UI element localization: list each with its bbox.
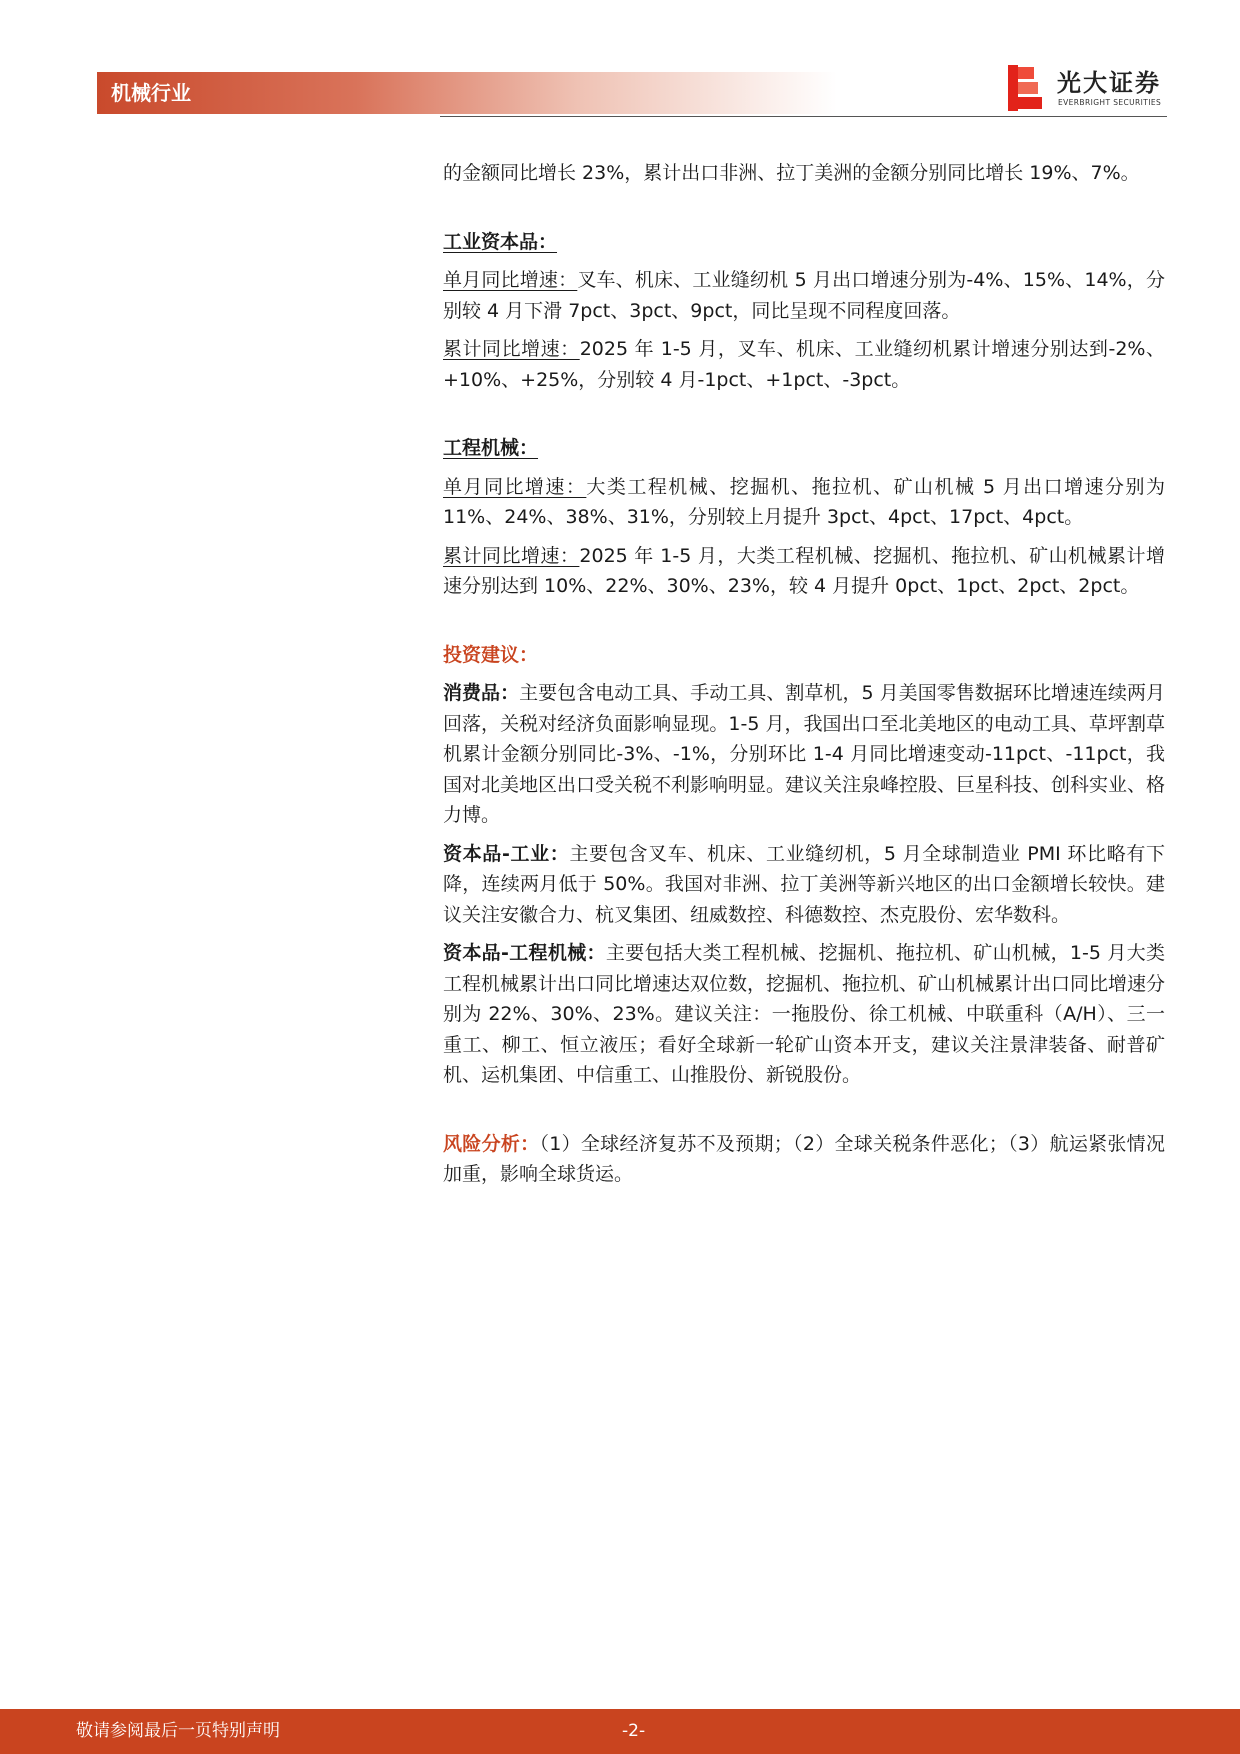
capital-industry-label: 资本品-工业： bbox=[443, 842, 570, 865]
page-number: -2- bbox=[622, 1721, 646, 1741]
industrial-cumulative-label: 累计同比增速： bbox=[443, 338, 580, 360]
header-band bbox=[97, 72, 837, 114]
consumer-text: 主要包含电动工具、手动工具、割草机，5 月美国零售数据环比增速连续两月回落，关税对经济负面影响显现。1-5 月，我国出口至北美地区的电动工具、草坪割草机累计金额分别同比-3%、-1%，分别环比 1-4 月同比增速变动-11pct、-11pct，我国对北美地区出口受关税不利影响明显。建议关注泉峰控股、巨星科技、创科实业、格力博。 bbox=[443, 682, 1166, 826]
industrial-cumulative-text: 2025 年 1-5 月，叉车、机床、工业缝纫机累计增速分别达到-2%、+10%、+25%，分别较 4 月-1pct、+1pct、-3pct。 bbox=[443, 338, 1165, 391]
engineering-cumulative-paragraph bbox=[443, 541, 1165, 602]
logo-text-cn: 光大证券 bbox=[1057, 69, 1161, 97]
investment-heading-text: 投资建议： bbox=[443, 643, 539, 666]
industrial-monthly-text: 叉车、机床、工业缝纫机 5 月出口增速分别为-4%、15%、14%，分别较 4 月下滑 7pct、3pct、9pct，同比呈现不同程度回落。 bbox=[443, 269, 1165, 322]
consumer-label: 消费品： bbox=[443, 682, 520, 704]
capital-machinery-text: 主要包括大类工程机械、挖掘机、拖拉机、矿山机械，1-5 月大类工程机械累计出口同比增速达双位数，挖掘机、拖拉机、矿山机械累计出口同比增速分别为 22%、30%、23%。建议关注：一拖股份、徐工机械、中联重科（A/H）、三一重工、柳工、恒立液压；看好全球新一轮矿山资本开支，建议关注景津装备、耐普矿机、运机集团、中信重工、山推股份、新锐股份。 bbox=[443, 942, 1166, 1086]
engineering-cumulative-text: 2025 年 1-5 月，大类工程机械、挖掘机、拖拉机、矿山机械累计增速分别达到 10%、22%、30%、23%，较 4 月提升 0pct、1pct、2pct、2pct。 bbox=[443, 544, 1165, 597]
section-title: 机械行业 bbox=[111, 81, 191, 105]
footer-disclaimer: 敬请参阅最后一页特别声明 bbox=[76, 1721, 280, 1741]
risk-label: 风险分析： bbox=[443, 1132, 540, 1155]
investment-heading bbox=[443, 640, 1165, 671]
capital-machinery-label: 资本品-工程机械： bbox=[443, 942, 606, 964]
everbright-logo-icon bbox=[1008, 65, 1042, 111]
industrial-monthly-label: 单月同比增速： bbox=[443, 269, 578, 291]
intro-paragraph: 的金额同比增长 23%，累计出口非洲、拉丁美洲的金额分别同比增长 19%、7%。 bbox=[443, 162, 1140, 184]
consumer-paragraph bbox=[443, 678, 1165, 831]
industrial-cumulative-paragraph bbox=[443, 334, 1165, 395]
risk-paragraph bbox=[443, 1129, 1165, 1190]
industrial-monthly-paragraph bbox=[443, 265, 1165, 326]
capital-industry-text: 主要包含叉车、机床、工业缝纫机，5 月全球制造业 PMI 环比略有下降，连续两月低于 50%。我国对非洲、拉丁美洲等新兴地区的出口金额增长较快。建议关注安徽合力、杭叉集团、纽威数控、科德数控、杰克股份、宏华数科。 bbox=[443, 842, 1165, 926]
engineering-monthly-label: 单月同比增速： bbox=[443, 475, 587, 498]
industrial-heading bbox=[443, 227, 1165, 258]
engineering-monthly-text: 大类工程机械、挖掘机、拖拉机、矿山机械 5 月出口增速分别为11%、24%、38%、31%，分别较上月提升 3pct、4pct、17pct、4pct。 bbox=[443, 475, 1165, 528]
logo-text-en: EVERBRIGHT SECURITIES bbox=[1058, 98, 1162, 107]
capital-machinery-paragraph bbox=[443, 938, 1165, 1091]
header-divider bbox=[440, 116, 1167, 117]
engineering-heading-text: 工程机械： bbox=[443, 437, 539, 459]
engineering-monthly-paragraph bbox=[443, 472, 1165, 533]
report-body bbox=[443, 158, 1165, 1190]
engineering-heading bbox=[443, 433, 1165, 464]
risk-text: （1）全球经济复苏不及预期；（2）全球关税条件恶化；（3）航运紧张情况加重，影响全球货运。 bbox=[443, 1132, 1165, 1185]
industrial-heading-text: 工业资本品： bbox=[443, 230, 558, 253]
capital-industry-paragraph bbox=[443, 839, 1165, 931]
engineering-cumulative-label: 累计同比增速： bbox=[443, 544, 580, 567]
